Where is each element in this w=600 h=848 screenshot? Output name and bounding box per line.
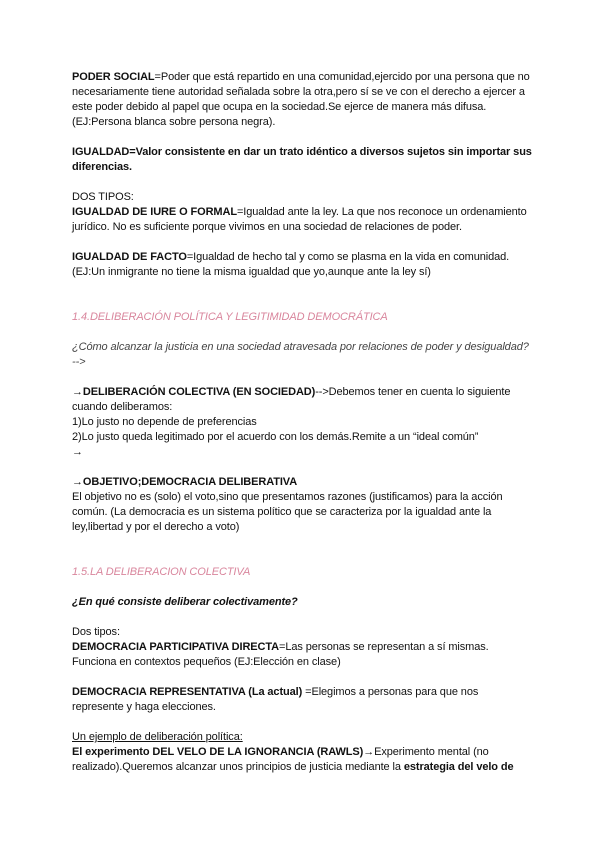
igualdad-facto-term: IGUALDAD DE FACTO [72,251,187,263]
igualdad-definition: IGUALDAD=Valor consistente en dar un trato idéntico a diversos sujetos sin importar sus diferencias. [72,146,532,173]
igualdad-facto-paragraph [72,250,532,280]
democracia-participativa-paragraph [72,640,532,670]
igualdad-iure-definition: =Igualdad ante la ley. La que nos reconoce un ordenamiento jurídico. No es suficiente porque vivimos en una sociedad de relaciones de poder. [72,206,527,233]
igualdad-iure-paragraph [72,205,532,235]
igualdad-iure-term: IGUALDAD DE IURE O FORMAL [72,206,237,218]
dos-tipos-label-2: Dos tipos: [72,626,120,638]
arrow-icon: → [72,476,83,488]
list-item-2: 2)Lo justo queda legitimado por el acuerdo con los demás.Remite a un “ideal común” [72,431,479,443]
poder-social-paragraph [72,70,532,130]
objetivo-heading [72,475,532,490]
democracia-representativa-term: DEMOCRACIA REPRESENTATIVA (La actual) [72,686,303,698]
democracia-participativa-term: DEMOCRACIA PARTICIPATIVA DIRECTA [72,641,280,653]
democracia-participativa-definition: =Las personas se representan a sí mismas. Funciona en contextos pequeños (EJ:Elección en clase) [72,641,489,668]
section-heading-1-4: 1.4.DELIBERACIÓN POLÍTICA Y LEGITIMIDAD DEMOCRÁTICA [72,311,388,323]
poder-social-definition: =Poder que está repartido en una comunidad,ejercido por una persona que no necesariamente tiene autoridad señalada sobre la otra,pero sí se ve con el derecho a ejercer a este poder debido al papel que ocupa en la sociedad.Se ejerce de manera más difusa. (EJ:Persona blanca sobre persona negra). [72,71,530,128]
dos-tipos-label: DOS TIPOS: [72,191,134,203]
deliberacion-colectiva-term: DELIBERACIÓN COLECTIVA (EN SOCIEDAD) [82,386,316,398]
section-heading-1-5: 1.5.LA DELIBERACION COLECTIVA [72,566,251,578]
poder-social-term: PODER SOCIAL [72,71,155,83]
experimento-term: El experimento DEL VELO DE LA IGNORANCIA (RAWLS) [72,746,364,758]
section-question-1-4: ¿Cómo alcanzar la justicia en una sociedad atravesada por relaciones de poder y desigualdad?--> [72,341,529,368]
arrow-line: → [72,446,83,458]
list-item-1: 1)Lo justo no depende de preferencias [72,416,257,428]
experimento-definition: →Experimento mental (no realizado).Queremos alcanzar unos principios de justicia mediante la [72,746,489,773]
igualdad-facto-definition: =Igualdad de hecho tal y como se plasma en la vida en comunidad. (EJ:Un inmigrante no tiene la misma igualdad que yo,aunque ante la ley sí) [72,251,510,278]
deliberacion-colectiva-definition: -->Debemos tener en cuenta lo siguiente cuando deliberamos: [72,386,511,413]
democracia-representativa-definition: =Elegimos a personas para que nos represente y haga elecciones. [72,686,479,713]
experimento-tail: estrategia del velo de [403,761,514,773]
experimento-paragraph [72,745,532,775]
deliberacion-colectiva-paragraph [72,385,532,415]
democracia-representativa-paragraph [72,685,532,715]
ejemplo-title: Un ejemplo de deliberación política: [72,731,243,743]
section-question-1-5: ¿En qué consiste deliberar colectivamente? [72,596,298,608]
document-body [72,70,532,775]
arrow-icon: → [72,386,83,398]
objetivo-paragraph: El objetivo no es (solo) el voto,sino que presentamos razones (justificamos) para la acción común. (La democracia es un sistema político que se caracteriza por la igualdad ante la ley,libertad y por el derecho a voto) [72,491,503,533]
objetivo-term: OBJETIVO;DEMOCRACIA DELIBERATIVA [82,476,298,488]
